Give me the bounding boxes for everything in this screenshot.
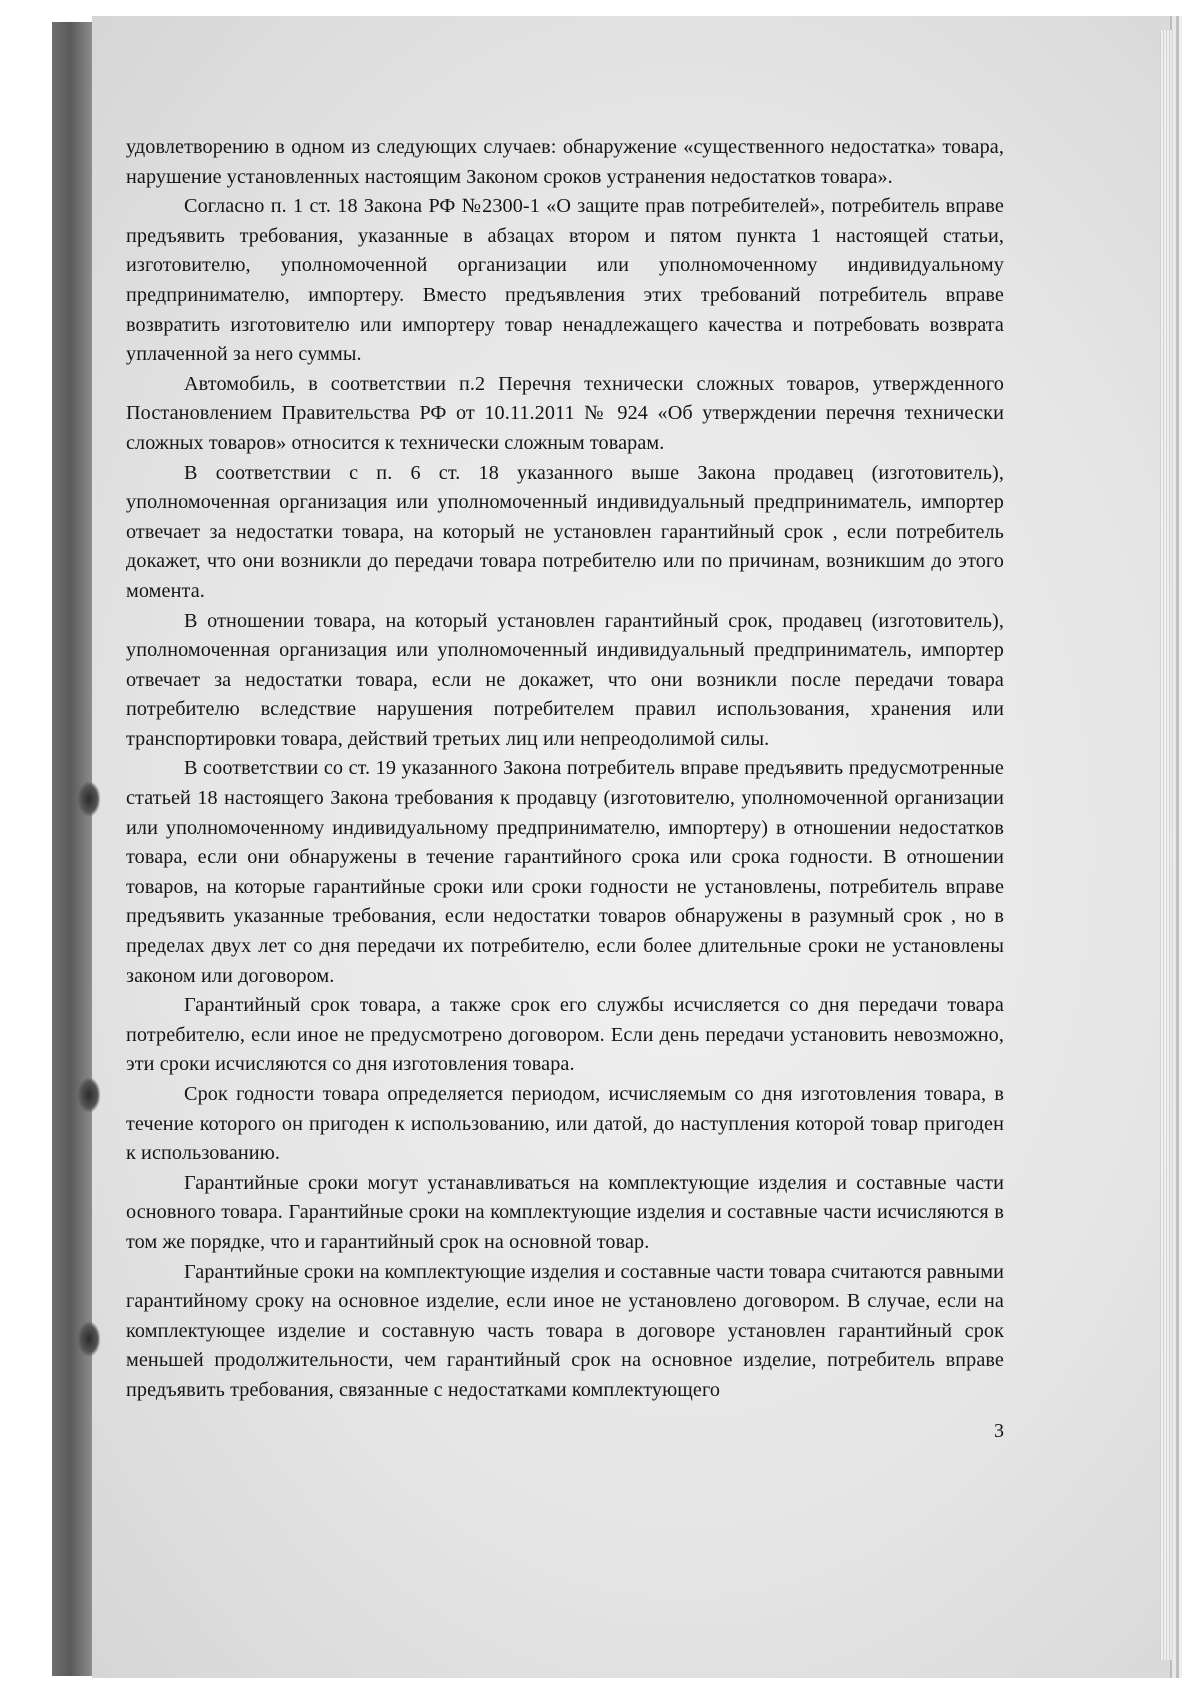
paragraph: Гарантийные сроки на комплектующие изделия и составные части товара считаются равными гарантийному сроку на основное изделие, если иное не установлено договором. В случае, если на комплектующее изделие и составную часть товара в договоре установлен гарантийный срок меньшей продолжительности, чем гарантийный срок на основное изделие, потребитель вправе предъявить требования, связанные с недостатками комплектующего bbox=[126, 1260, 1004, 1401]
paragraph: В соответствии с п. 6 ст. 18 указанного выше Закона продавец (изготовитель), уполномоченная организация или уполномоченный индивидуальный предприниматель, импортер отвечает за недостатки товара, на который не установлен гарантийный срок , если потребитель докажет, что они возникли до передачи товара потребителю или по причинам, возникшим до этого момента. bbox=[126, 461, 1004, 602]
paragraph: В соответствии со ст. 19 указанного Закона потребитель вправе предъявить предусмотренные статьей 18 настоящего Закона требования к продавцу (изготовителю, уполномоченной организации или уполномоченному индивидуальному предпринимателю, импортеру) в отношении недостатков товара, если они обнаружены в течение гарантийного срока или срока годности. В отношении товаров, на которые гарантийные сроки или сроки годности не установлены, потребитель вправе предъявить указанные требования, если недостатки товаров обнаружены в разумный срок , но в пределах двух лет со дня передачи их потребителю, если более длительные сроки не установлены законом или договором. bbox=[126, 757, 1004, 987]
paragraph: удовлетворению в одном из следующих случаев: обнаружение «существенного недостатка» товара, нарушение установленных настоящим Законом сроков устранения недостатков товара». bbox=[126, 136, 1004, 188]
paragraph: Согласно п. 1 ст. 18 Закона РФ №2300-1 «О защите прав потребителей», потребитель вправе предъявить требования, указанные в абзацах втором и пятом пункта 1 настоящей статьи, изготовителю, уполномоченной организации или уполномоченному индивидуальному предпринимателю, импортеру. Вместо предъявления этих требований потребитель вправе возвратить изготовителю или импортеру товар ненадлежащего качества и потребовать возврата уплаченной за него суммы. bbox=[126, 195, 1004, 366]
paragraph: Гарантийные сроки могут устанавливаться на комплектующие изделия и составные части основного товара. Гарантийные сроки на комплектующие изделия и составные части исчисляются в том же порядке, что и гарантийный срок на основной товар. bbox=[126, 1171, 1004, 1253]
document-body bbox=[126, 133, 1004, 1406]
page-number: 3 bbox=[994, 1420, 1004, 1442]
binding-hole bbox=[78, 1322, 100, 1356]
stacked-page-edges bbox=[1160, 30, 1174, 1660]
binding-hole bbox=[78, 1078, 100, 1112]
paragraph: Срок годности товара определяется периодом, исчисляемым со дня изготовления товара, в течение которого он пригоден к использованию, или датой, до наступления которой товар пригоден к использованию. bbox=[126, 1083, 1004, 1165]
paragraph: Гарантийный срок товара, а также срок его службы исчисляется со дня передачи товара потребителю, если иное не предусмотрено договором. Если день передачи установить невозможно, эти сроки исчисляются со дня изготовления товара. bbox=[126, 994, 1004, 1076]
paragraph: Автомобиль, в соответствии п.2 Перечня технически сложных товаров, утвержденного Постановлением Правительства РФ от 10.11.2011 № 924 «Об утверждении перечня технически сложных товаров» относится к технически сложным товарам. bbox=[126, 372, 1004, 454]
paragraph: В отношении товара, на который установлен гарантийный срок, продавец (изготовитель), уполномоченная организация или уполномоченный индивидуальный предприниматель, импортер отвечает за недостатки товара, если не докажет, что они возникли после передачи товара потребителю вследствие нарушения потребителем правил использования, хранения или транспортировки товара, действий третьих лиц или непреодолимой силы. bbox=[126, 609, 1004, 750]
binding-hole bbox=[78, 782, 100, 816]
